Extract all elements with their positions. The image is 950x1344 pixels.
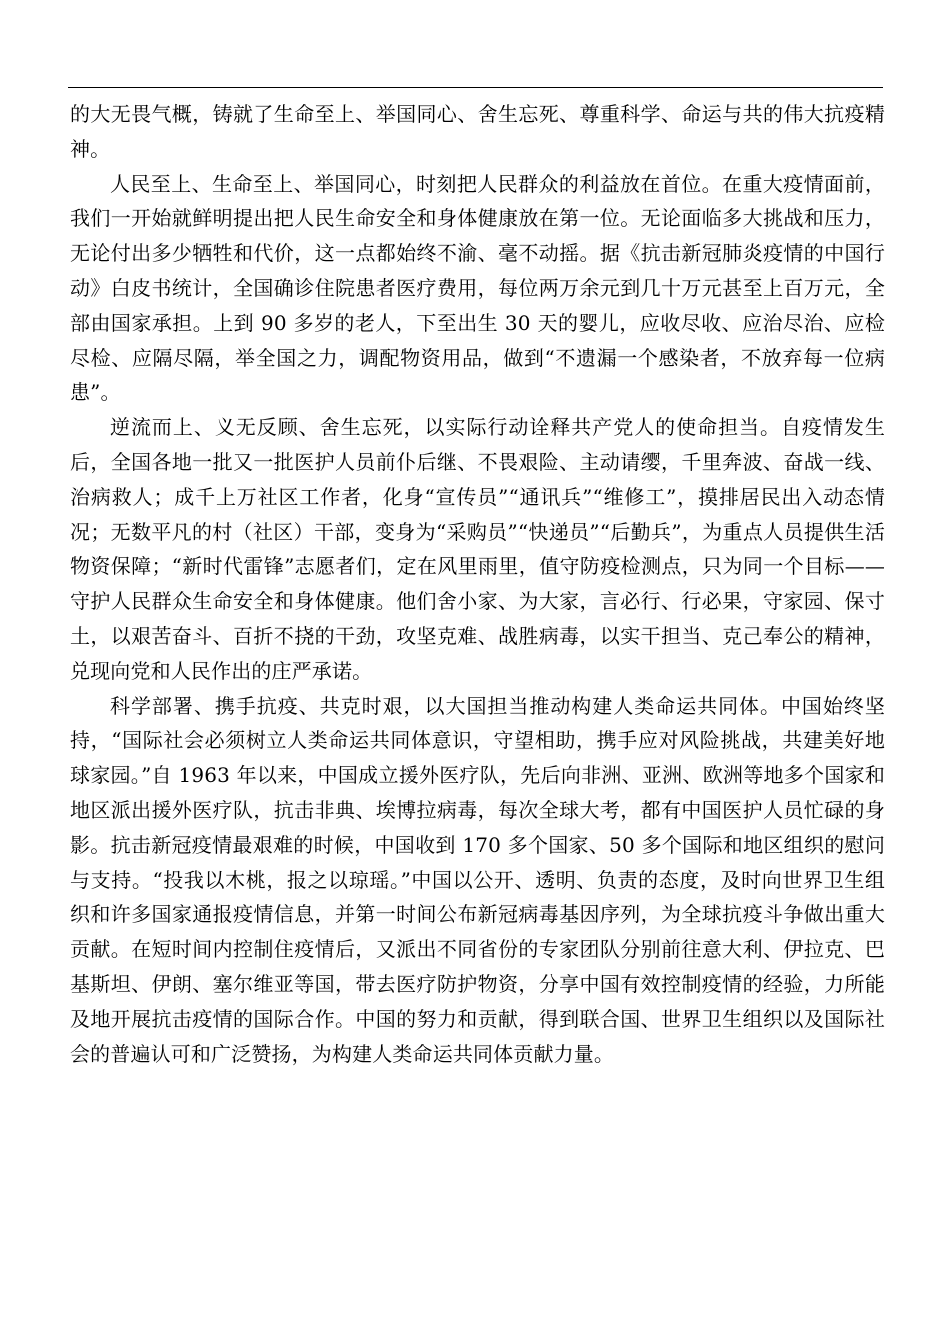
header-rule: [68, 87, 883, 88]
paragraph-4: 科学部署、携手抗疫、共克时艰，以大国担当推动构建人类命运共同体。中国始终坚持，“国际社会必须树立人类命运共同体意识，守望相助，携手应对风险挑战，共建美好地球家园。”自 1963 年以来，中国成立援外医疗队，先后向非洲、亚洲、欧洲等地多个国家和地区派出援外医疗队，抗击非典、埃博拉病毒，每次全球大考，都有中国医护人员忙碌的身影。抗击新冠疫情最艰难的时候，中国收到 170 多个国家、50 多个国际和地区组织的慰问与支持。“投我以木桃，报之以琼瑶。”中国以公开、透明、负责的态度，及时向世界卫生组织和许多国家通报疫情信息，并第一时间公布新冠病毒基因序列，为全球抗疫斗争做出重大贡献。在短时间内控制住疫情后，又派出不同省份的专家团队分别前往意大利、伊拉克、巴基斯坦、伊朗、塞尔维亚等国，带去医疗防护物资，分享中国有效控制疫情的经验，力所能及地开展抗击疫情的国际合作。中国的努力和贡献，得到联合国、世界卫生组织以及国际社会的普遍认可和广泛赞扬，为构建人类命运共同体贡献力量。: [70, 693, 885, 1066]
paragraph-2: 人民至上、生命至上、举国同心，时刻把人民群众的利益放在首位。在重大疫情面前，我们一开始就鲜明提出把人民生命安全和身体健康放在第一位。无论面临多大挑战和压力，无论付出多少牺牲和代价，这一点都始终不渝、毫不动摇。据《抗击新冠肺炎疫情的中国行动》白皮书统计，全国确诊住院患者医疗费用，每位两万余元到几十万元甚至上百万元，全部由国家承担。上到 90 多岁的老人，下至出生 30 天的婴儿，应收尽收、应治尽治、应检尽检、应隔尽隔，举全国之力，调配物资用品，做到“不遗漏一个感染者，不放弃每一位病患”。: [70, 171, 885, 405]
paragraph-1: 的大无畏气概，铸就了生命至上、举国同心、舍生忘死、尊重科学、命运与共的伟大抗疫精神。: [70, 102, 885, 161]
body-text: [70, 97, 885, 1071]
paragraph-3: 逆流而上、义无反顾、舍生忘死，以实际行动诠释共产党人的使命担当。自疫情发生后，全国各地一批又一批医护人员前仆后继、不畏艰险、主动请缨，千里奔波、奋战一线、治病救人；成千上万社区工作者，化身“宣传员”“通讯兵”“维修工”，摸排居民出入动态情况；无数平凡的村（社区）干部，变身为“采购员”“快递员”“后勤兵”，为重点人员提供生活物资保障；“新时代雷锋”志愿者们，定在风里雨里，值守防疫检测点，只为同一个目标——守护人民群众生命安全和身体健康。他们舍小家、为大家，言必行、行必果，守家园、保寸土，以艰苦奋斗、百折不挠的干劲，攻坚克难、战胜病毒，以实干担当、克己奉公的精神，兑现向党和人民作出的庄严承诺。: [70, 415, 885, 683]
